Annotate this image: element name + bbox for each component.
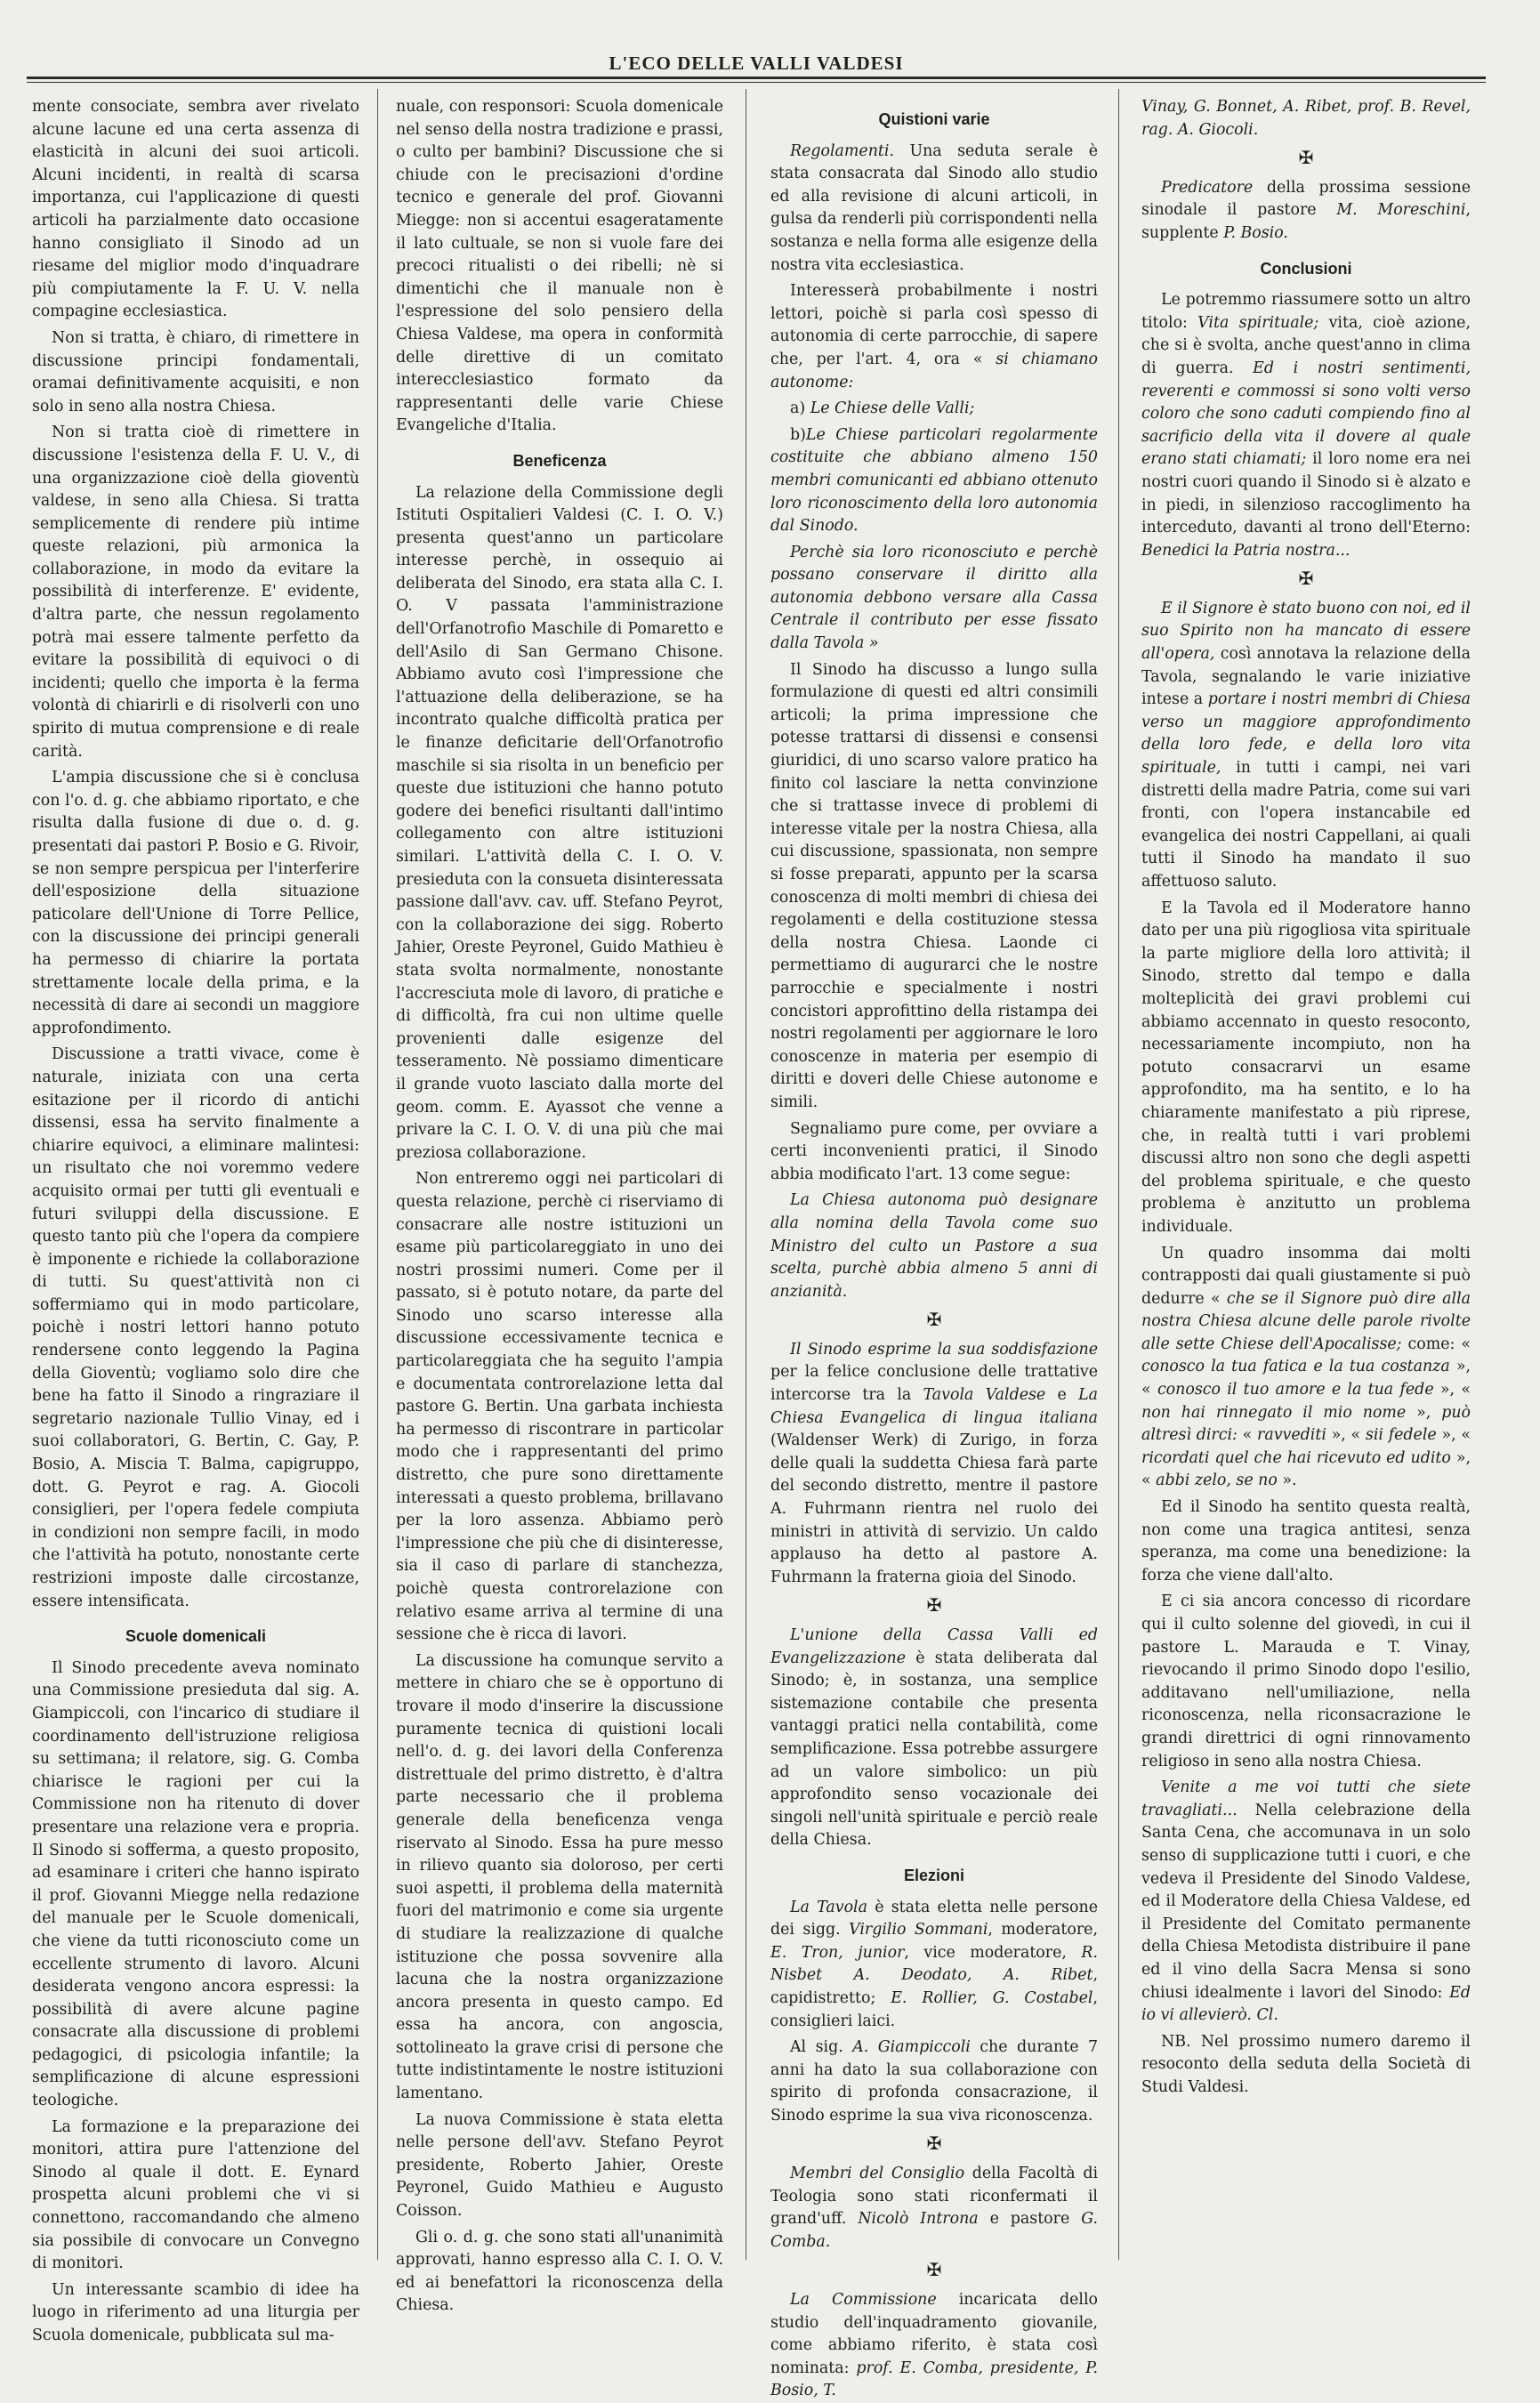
paragraph: NB. Nel prossimo numero daremo il resoconto della seduta della Società di Studi Valdesi.	[1141, 2032, 1471, 2096]
emphasis: sii fedele	[1365, 1426, 1437, 1445]
emphasis: prof. E. Comba, presidente, P. Bosio, T.	[770, 2359, 1099, 2400]
emphasis: può altresì dirci:	[1141, 1403, 1471, 1445]
text-run: , supplente	[1141, 201, 1471, 242]
text-run: , moderatore,	[988, 1921, 1098, 1939]
paragraph: nuale, con responsori: Scuola domenicale nel senso della nostra tradizione e prassi, o culto per bambini? Discussione che si chiude con le precisazioni d'ordine tecnico e generale del prof. Giovanni Miegge: non si accentui esageratamente il lato cultuale, se non si vuole fare dei precoci ritualisti o dei ribelli; nè si dimentichi che il manuale non è l'espressione del solo pensiero della Chiesa Valdese, ma opera in conformità delle direttive di un comitato interecclesiastico formato da rappresentanti delle varie Chiese Evangeliche d'Italia.	[396, 98, 723, 435]
paragraph	[1141, 598, 1471, 894]
text-run: della Facoltà di Teologia sono stati riconfermati il grand'uff.	[770, 2165, 1099, 2229]
emphasis: E. Tron, junior	[770, 1943, 905, 1962]
text-run	[822, 1966, 853, 1984]
text-run: e pastore	[978, 2210, 1082, 2229]
cross-icon: ✠	[926, 2259, 942, 2281]
text-run: »,	[1406, 1403, 1442, 1422]
paragraph	[770, 1625, 1098, 1852]
emphasis: non hai rinnegato il mio nome	[1141, 1403, 1407, 1422]
paragraph: Perchè sia loro riconosciuto e perchè possano conservare il diritto alla autonomia debbono versare alla Cassa Centrale il contributo per esse fissato dalla Tavola »	[770, 543, 1098, 653]
paragraph: L'ampia discussione che si è conclusa con l'o. d. g. che abbiamo riportato, e che risulta dalla fusione di due o. d. g. presentati dai pastori P. Bosio e G. Rivoir, se non sempre perspicua per l'interferire dell'esposizione della situazione paticolare dell'Unione di Torre Pellice, con la discussione dei principi generali ha permesso di chiarire la portata strettamente locale della prima, e la necessità di dare ai secondi un maggiore approfondimento.	[32, 769, 359, 1037]
emphasis: L'unione della Cassa Valli ed Evangelizzazione	[770, 1626, 1098, 1667]
paragraph: E la Tavola ed il Moderatore hanno dato per una più rigogliosa vita spirituale la parte migliore della loro attività; il Sinodo, stretto dal tempo e dalla molteplicità dei gravi problemi cui abbiamo accennato in questo resoconto, necessariamente incompiuto, non ha potuto consacrarvi un esame approfondito, ma ha sentito, e lo ha chiaramente manifestato a più riprese, che, in realtà tutti i vari problemi discussi altro non sono che degli aspetti del problema spirituale, e che questo problema è anzitutto un problema individuale.	[1141, 899, 1471, 1236]
emphasis: ricordati quel che hai ricevuto ed udito	[1141, 1448, 1451, 1467]
text-run: è stata eletta nelle persone dei sigg.	[770, 1898, 1099, 1939]
paragraph: Un interessante scambio di idee ha luogo in riferimento ad una liturgia per Scuola domenicale, pubblicata sul ma-	[32, 2280, 359, 2344]
emphasis: G. Comba.	[770, 2210, 1098, 2251]
emphasis: P. Bosio.	[1223, 223, 1288, 242]
paragraph: La Chiesa autonoma può designare alla nomina della Tavola come suo Ministro del culto un Pastore a sua scelta, purchè abbia almeno 5 anni di anzianità.	[770, 1191, 1098, 1301]
paragraph	[770, 1897, 1098, 2034]
text-run: (Waldenser Werk) di Zurigo, in forza delle quali la suddetta Chiesa farà parte del secondo distretto, mentre il pastore A. Fuhrmann rientra nel ruolo dei ministri in attività di servizio. Un caldo applauso ha detto al pastore A. Fuhrmann la fraterna gioia del Sinodo.	[770, 1431, 1098, 1586]
paragraph: La nuova Commissione è stata eletta nelle persone dell'avv. Stefano Peyrot presidente, Roberto Jahier, Oreste Peyronel, Guido Mathieu e Augusto Coisson.	[396, 2110, 723, 2221]
paragraph: Non si tratta cioè di rimettere in discussione l'esistenza della F. U. V., di una organizzazione cioè della gioventù valdese, in seno alla Chiesa. Si tratta semplicemente di rendere più intime queste relazioni, più armonica la collaborazione, in modo da evitare la possibilità di interferenze. E' evidente, d'altra parte, che nessun regolamento potrà mai essere talmente perfetto da evitare la possibilità di equivoci o di incidenti; quello che importa è la ferma volontà di chiarirli e di risolverli con uno spirito di mutua comprensione e di reale carità.	[32, 423, 359, 761]
emphasis: Ed io vi allevierò.	[1141, 1983, 1471, 2025]
text-run: Al sig.	[790, 2038, 853, 2057]
emphasis: Benedici la Patria nostra...	[1141, 541, 1351, 560]
paragraph	[770, 2289, 1098, 2403]
paragraph: La formazione e la preparazione dei monitori, attira pure l'attenzione del Sinodo al quale il dott. E. Eynard prospetta alcuni problemi che vi si connettono, raccomandando che almeno sia possibile di convocare un Convegno di monitori.	[32, 2117, 359, 2273]
paragraph	[1141, 177, 1471, 246]
section-heading: Elezioni	[903, 1866, 964, 1884]
text-run: Un quadro insomma dai molti contrapposti dai quali giustamente si può dedurre «	[1141, 1244, 1471, 1308]
text-run: », «	[1326, 1426, 1366, 1445]
text-run: , capidistretto;	[770, 1966, 1098, 2007]
section-heading: Scuole domenicali	[125, 1627, 267, 1646]
cross-icon: ✠	[926, 1594, 942, 1617]
paragraph: Vinay, G. Bonnet, A. Ribet, prof. B. Revel, rag. A. Giocoli.	[1141, 98, 1471, 139]
emphasis: Tavola Valdese	[923, 1386, 1046, 1405]
text-run: in tutti i campi, nei vari distretti della madre Patria, come sui vari fronti, con l'opera instancabile ed evangelica dei nostri Cappellani, ai quali tutti il Sinodo ha mandato il suo affettuoso saluto.	[1141, 759, 1471, 891]
emphasis: Vita spirituale;	[1197, 313, 1319, 332]
paragraph	[770, 2036, 1098, 2127]
paragraph	[770, 1339, 1098, 1590]
text-run: incaricata dello studio dell'inquadramento giovanile, come abbiamo riferito, è stata così nominata:	[770, 2291, 1098, 2377]
emphasis: E. Rollier, G. Costabel	[891, 1988, 1093, 2007]
cross-icon: ✠	[926, 2133, 942, 2155]
emphasis: R. Nisbet	[770, 1943, 1098, 1985]
emphasis: M. Moreschini	[1336, 201, 1466, 220]
emphasis: Le Chiese delle Valli;	[810, 399, 975, 418]
section-heading: Quistioni varie	[878, 110, 990, 128]
text-run: », «	[1436, 1426, 1471, 1445]
emphasis: portare i nostri membri di Chiesa verso un maggiore approfondimento della loro fede, e della loro vita spirituale,	[1141, 690, 1471, 778]
text-run: e	[1045, 1386, 1079, 1405]
paragraph: E ci sia ancora concesso di ricordare qui il culto solenne del giovedì, in cui il pastore L. Marauda e T. Vinay, rievocando il primo Sinodo dopo l'esilio, additavano nell'umiliazione, nella riconoscenza, nella riconsacrazione le grandi direttrici di ogni rinnovamento religioso in seno alla nostra Chiesa.	[1141, 1593, 1471, 1770]
masthead-rule-thick	[27, 77, 1486, 79]
text-run: vita, cioè azione, che si è svolta, anche quest'anno in clima di guerra.	[1141, 313, 1471, 377]
paragraph	[1141, 289, 1471, 562]
text-run: che durante 7 anni ha dato la sua collaborazione con spirito di profonda consacrazione, il Sinodo esprime la sua viva riconoscenza.	[770, 2038, 1099, 2125]
paragraph	[770, 280, 1098, 394]
emphasis: Predicatore	[1161, 178, 1254, 197]
paragraph: mente consociate, sembra aver rivelato alcune lacune ed una certa assenza di elasticità in alcuni dei suoi articoli. Alcuni incidenti, in realtà di scarsa importanza, cui l'applicazione di questi articoli ha parzialmente dato occasione hanno consigliato il Sinodo ad un riesame del miglior modo d'inquadrare più compiutamente la F. U. V. nella compagine ecclesiastica.	[32, 98, 359, 321]
signature: Cl.	[1256, 2006, 1278, 2025]
masthead-title: L'ECO DELLE VALLI VALDESI	[609, 52, 904, 74]
emphasis: Nicolò Introna	[858, 2210, 979, 2229]
paragraph: Il Sinodo ha discusso a lungo sulla formulazione di questi ed altri consimili articoli; la prima impressione che potesse trattarsi di dissensi e consensi giuridici, di uno scarso valore pratico ha finito col lasciare la netta convinzione che si trattasse invece di problemi di interesse vitale per la nostra Chiesa, alla cui discussione, spassionata, non sempre si fosse preparati, appunto per la scarsa conoscenza di molti membri di chiesa dei regolamenti e della costituzione stessa della nostra Chiesa. Laonde ci permettiamo di augurarci che le nostre parrocchie e specialmente i nostri concistori approfittino della ristampa dei nostri regolamenti per aggiornare le loro conoscenze in materia per esempio di diritti e doveri delle Chiese autonome e simili.	[770, 660, 1098, 1111]
emphasis: E il Signore è stato buono con noi, ed il suo Spirito non ha mancato di essere all'opera,	[1141, 599, 1471, 664]
emphasis: conosco il tuo amore e la tua fede	[1157, 1381, 1434, 1399]
emphasis: ravvediti	[1257, 1426, 1326, 1445]
paragraph	[770, 2163, 1098, 2254]
emphasis: Il Sinodo esprime la sua soddisfazione	[790, 1340, 1098, 1359]
column-1	[32, 96, 359, 2344]
emphasis: La Commissione	[790, 2291, 937, 2310]
emphasis: La Chiesa Evangelica di lingua italiana	[770, 1386, 1098, 1427]
text-run: così annotava la relazione della Tavola, segnalando le varie iniziative intese a	[1141, 645, 1471, 709]
emphasis: La Tavola	[790, 1898, 867, 1916]
paragraph: Discussione a tratti vivace, come è naturale, iniziata con una certa esitazione per il ricordo di antichi dissensi, essa ha servito finalmente a chiarire equivoci, a eliminare malintesi: un risultato che noi voremmo vedere acquisito ormai per tutti gli eventuali e futuri sviluppi della discussione. E questo tanto più che l'opera da compiere è imponente e richiede la collaborazione di tutti. Su quest'attività non ci soffermiamo qui in modo particolare, poichè i nostri lettori hanno potuto rendersene conto leggendo la Pagina della Gioventù; vogliamo solo dire che bene ha fatto il Sinodo a ringraziare il segretario nazionale Tullio Vinay, ed i suoi collaboratori, G. Bertin, C. Gay, P. Bosio, A. Miscia T. Balma, capigruppo, dott. G. Peyrot e rag. A. Giocoli consiglieri, per l'opera fedele compiuta in condizioni non sempre facili, in modo che l'attività ha potuto, nonostante certe restrizioni imposte dalle circostanze, essere intensificata.	[32, 1045, 359, 1610]
cross-icon: ✠	[926, 1309, 942, 1331]
text-run: », «	[1433, 1381, 1471, 1399]
emphasis: si chiamano autonome:	[770, 350, 1098, 391]
paragraph: Gli o. d. g. che sono stati all'unanimità approvati, hanno espresso alla C. I. O. V. ed ai benefattori la riconoscenza della Chiesa.	[396, 2228, 723, 2315]
paragraph	[770, 398, 1098, 421]
paragraph	[770, 141, 1098, 278]
column-divider	[1118, 89, 1119, 2260]
paragraph	[770, 424, 1098, 538]
text-run: a)	[790, 399, 810, 418]
emphasis: Venite a me voi tutti che siete travagliati...	[1141, 1778, 1471, 1819]
emphasis: Regolamenti.	[790, 141, 894, 160]
emphasis: Membri del Consiglio	[790, 2165, 965, 2183]
paragraph: La discussione ha comunque servito a mettere in chiaro che se è opportuno di trovare il modo d'inserire la discussione puramente tecnica di quistioni locali nell'o. d. g. dei lavori della Conferenza distrettuale del primo distretto, è d'altra parte necessario che il problema generale della beneficenza venga riservato al Sinodo. Essa ha pure messo in rilievo quanto sia doloroso, per certi suoi aspetti, il problema della maternità fuori del matrimonio e come sia urgente di studiare la realizzazione di qualche istituzione che possa sovvenire alla lacuna che la nostra organizzazione ancora presenta in questo campo. Ed essa ha ancora, con angoscia, sottolineato la grave crisi di persone che tutte indistintamente le nostre istituzioni lamentano.	[396, 1651, 723, 2103]
paragraph	[1141, 1777, 1471, 2028]
text-run: è stata deliberata dal Sinodo; è, in sostanza, una semplice sistemazione contabile che presenta vantaggi pratici nella contabilità, come semplificazione. Essa potrebbe assurgere ad un valore simbolico: un più approfondito senso vocazionale dei singoli nell'unità spirituale e perciò reale della Chiesa.	[770, 1649, 1098, 1850]
paragraph: Non entreremo oggi nei particolari di questa relazione, perchè ci riserviamo di consacrare alle nostre istituzioni un esame più particolareggiato in uno dei nostri prossimi numeri. Come per il passato, si è potuto notare, da parte del Sinodo uno scarso interesse alla discussione eccessivamente tecnica e particolareggiata che ha seguito l'ampia e documentata controrelazione letta dal pastore G. Bertin. Una garbata inchiesta ha permesso di riscontrare in particolar modo che i rappresentanti del primo distretto, che pure sono direttamente interessati a questo problema, brillavano per la loro assenza. Abbiamo però l'impressione che più che di disinteresse, sia il caso di parlare di stanchezza, poichè questa controrelazione con relativo esame arriva al termine di una sessione che è ricca di lavori.	[396, 1170, 723, 1644]
emphasis: conosco la tua fatica e la tua costanza	[1141, 1358, 1450, 1376]
text-run: per la felice conclusione delle trattative intercorse tra la	[770, 1363, 1098, 1405]
emphasis: Virgilio Sommani	[849, 1921, 988, 1939]
masthead-rule-thin	[27, 82, 1486, 83]
text-run: , consiglieri laici.	[770, 1988, 1099, 2030]
emphasis: A. Giampiccoli	[852, 2038, 971, 2057]
text-run: Una seduta serale è stata consacrata dal Sinodo allo studio ed alla revisione di alcuni articoli, in gulsa da renderli più corrispondenti nella sostanza e nella forma alle esigenze della nostra vita ecclesiastica.	[770, 141, 1098, 274]
paragraph: Il Sinodo precedente aveva nominato una Commissione presieduta dal sig. A. Giampiccoli, con l'incarico di studiare il coordinamento dell'istruzione religiosa su settimana; il relatore, sig. G. Comba chiarisce le ragioni per cui la Commissione non ha ritenuto di dover presentare una relazione vera e propria. Il Sinodo si sofferma, a questo proposito, ad esaminare i criteri che hanno ispirato il prof. Giovanni Miegge nella redazione del manuale per le Scuole domenicali, che viene da tutti riconosciuto come un eccellente strumento di lavoro. Alcuni desiderata vengono ancora espressi: la possibilità di avere alcune pagine consacrate alla discussione di problemi pedagogici, di psicologia infantile; la semplificazione di alcune espressioni teologiche.	[32, 1658, 359, 2110]
paragraph	[1141, 1243, 1471, 1494]
text-run: della prossima sessione sinodale il pastore	[1141, 178, 1471, 220]
column-2	[396, 96, 723, 2315]
emphasis: A. Deodato, A. Ribet	[853, 1966, 1093, 1985]
text-run: Le potremmo riassumere sotto un altro titolo:	[1141, 291, 1471, 332]
column-4	[1141, 96, 1471, 2258]
text-run: il loro nome era nei nostri cuori quando il Sinodo si è alzato e in piedi, in silenzioso raccoglimento ha interceduto, davanti al trono dell'Eterno:	[1141, 450, 1471, 537]
section-heading: Beneficenza	[512, 451, 607, 470]
text-run: ».	[1277, 1472, 1297, 1490]
text-run: Nella celebrazione della Santa Cena, che accomunava in un solo senso di supplicazione tutti i cuori, e che vedeva il Presidente del Sinodo Valdese, ed il Moderatore della Chiesa Valdese, ed il Presidente del Comitato permanente della Chiesa Metodista distribuire il pane ed il vino della Sacra Mensa si sono chiusi idealmente i lavori del Sinodo:	[1141, 1801, 1471, 2002]
text-run: come: «	[1401, 1335, 1471, 1353]
emphasis: abbi zelo, se no	[1156, 1472, 1278, 1490]
paragraph: La relazione della Commissione degli Istituti Ospitalieri Valdesi (C. I. O. V.) presenta quest'anno un particolare interesse perchè, in ossequio ai deliberata del Sinodo, era stata alla C. I. O. V passata l'amministrazione dell'Orfanotrofio Maschile di Pomaretto e dell'Asilo di San Germano Chisone. Abbiamo avuto così l'impressione che l'attuazione della deliberazione, se ha incontrato qualche difficoltà pratica per le finanze deficitarie dell'Orfanotrofio maschile si sia risolta in un beneficio per queste due istituzioni che hanno potuto godere dei benefici risultanti dall'intimo collegamento con altre istituzioni similari. L'attività della C. I. O. V. presieduta con la consueta disinteressata passione dall'avv. cav. uff. Stefano Peyrot, con la collaborazione dei sigg. Roberto Jahier, Oreste Peyronel, Guido Mathieu è stata svolta normalmente, nonostante l'accresciuta mole di lavoro, di pratiche e di difficoltà, fra cui non ultime quelle provenienti dalle esigenze del tesseramento. Nè possiamo dimenticare il grande vuoto lasciato dalla morte del geom. comm. E. Ayassot che venne a privare la C. I. O. V. di una più che mai preziosa collaborazione.	[396, 483, 723, 1162]
emphasis: che se il Signore può dire alla nostra Chiesa alcune delle parole rivolte alle sette Chiese dell'Apocalisse;	[1141, 1289, 1471, 1353]
emphasis: Ed i nostri sentimenti, reverenti e commossi si sono volti verso coloro che sono caduti compiendo fino al sacrificio della vita il dovere al quale erano stati chiamati;	[1141, 359, 1471, 469]
paragraph: Ed il Sinodo ha sentito questa realtà, non come una tragica antitesi, senza speranza, ma come una benedizione: la forza che viene dall'alto.	[1141, 1498, 1471, 1585]
column-divider	[377, 89, 378, 2260]
emphasis: Le Chiese particolari regolarmente costituite che abbiano almeno 150 membri comunicanti ed abbiano ottenuto loro riconoscimento della loro autonomia dal Sinodo.	[770, 425, 1098, 536]
text-run: , vice moderatore,	[904, 1943, 1082, 1962]
text-run: Interesserà probabilmente i nostri lettori, poichè si parla così spesso di autonomia di certe parrocchie, di sapere che, per l'art. 4, ora «	[770, 282, 1098, 368]
column-3	[770, 96, 1099, 2400]
text-run: b)	[790, 425, 806, 444]
paragraph: Non si tratta, è chiaro, di rimettere in discussione principi fondamentali, oramai definitivamente acquisiti, e non solo in seno alla nostra Chiesa.	[32, 328, 359, 415]
cross-icon: ✠	[1298, 568, 1314, 590]
text-run: », «	[1141, 1448, 1471, 1490]
cross-icon: ✠	[1298, 147, 1314, 169]
text-run: », «	[1141, 1358, 1471, 1399]
paragraph: Segnaliamo pure come, per ovviare a certi inconvenienti pratici, il Sinodo abbia modificato l'art. 13 come segue:	[770, 1119, 1098, 1183]
section-heading: Conclusioni	[1260, 259, 1352, 278]
text-run: «	[1237, 1426, 1258, 1445]
